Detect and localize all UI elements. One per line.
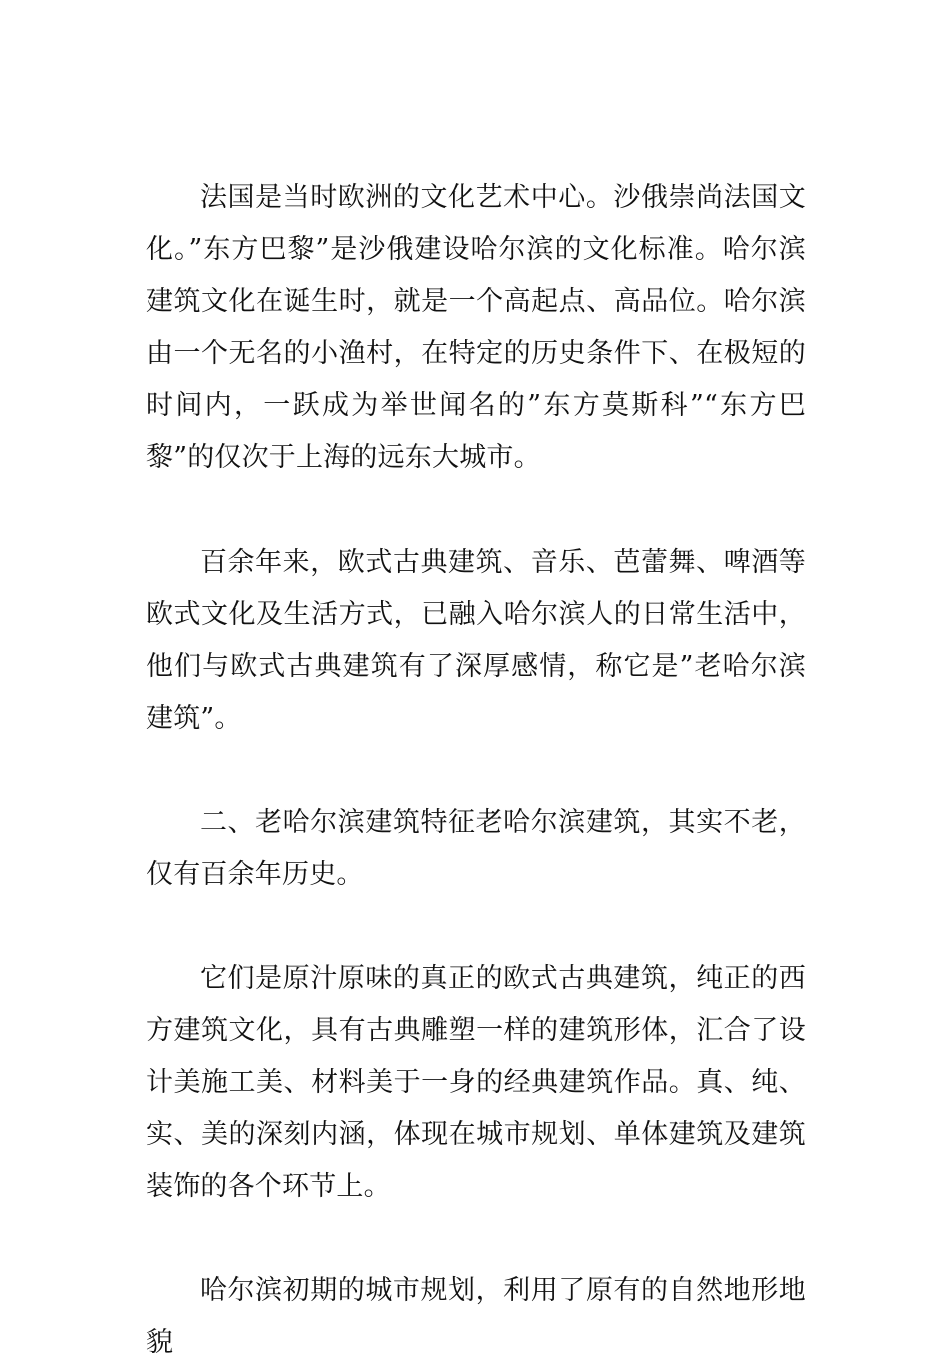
paragraph-1: 法国是当时欧洲的文化艺术中心。沙俄崇尚法国文化。”东方巴黎”是沙俄建设哈尔滨的文化标准。哈尔滨建筑文化在诞生时，就是一个高起点、高品位。哈尔滨由一个无名的小渔村，在特定的历史条件下、在极短的时间内，一跃成为举世闻名的”东方莫斯科”“东方巴黎”的仅次于上海的远东大城市。: [146, 182, 806, 473]
paragraph-5: 哈尔滨初期的城市规划，利用了原有的自然地形地貌: [146, 1275, 806, 1358]
paragraph-2: 百余年来，欧式古典建筑、音乐、芭蕾舞、啤酒等欧式文化及生活方式，已融入哈尔滨人的日常生活中，他们与欧式古典建筑有了深厚感情，称它是”老哈尔滨建筑”。: [146, 547, 806, 734]
paragraph-4: 它们是原汁原味的真正的欧式古典建筑，纯正的西方建筑文化，具有古典雕塑一样的建筑形体，汇合了设计美施工美、材料美于一身的经典建筑作品。真、纯、实、美的深刻内涵，体现在城市规划、单体建筑及建筑装饰的各个环节上。: [146, 963, 806, 1202]
paragraph-3: 二、老哈尔滨建筑特征老哈尔滨建筑，其实不老，仅有百余年历史。: [146, 807, 806, 890]
document-body: [146, 172, 806, 1369]
